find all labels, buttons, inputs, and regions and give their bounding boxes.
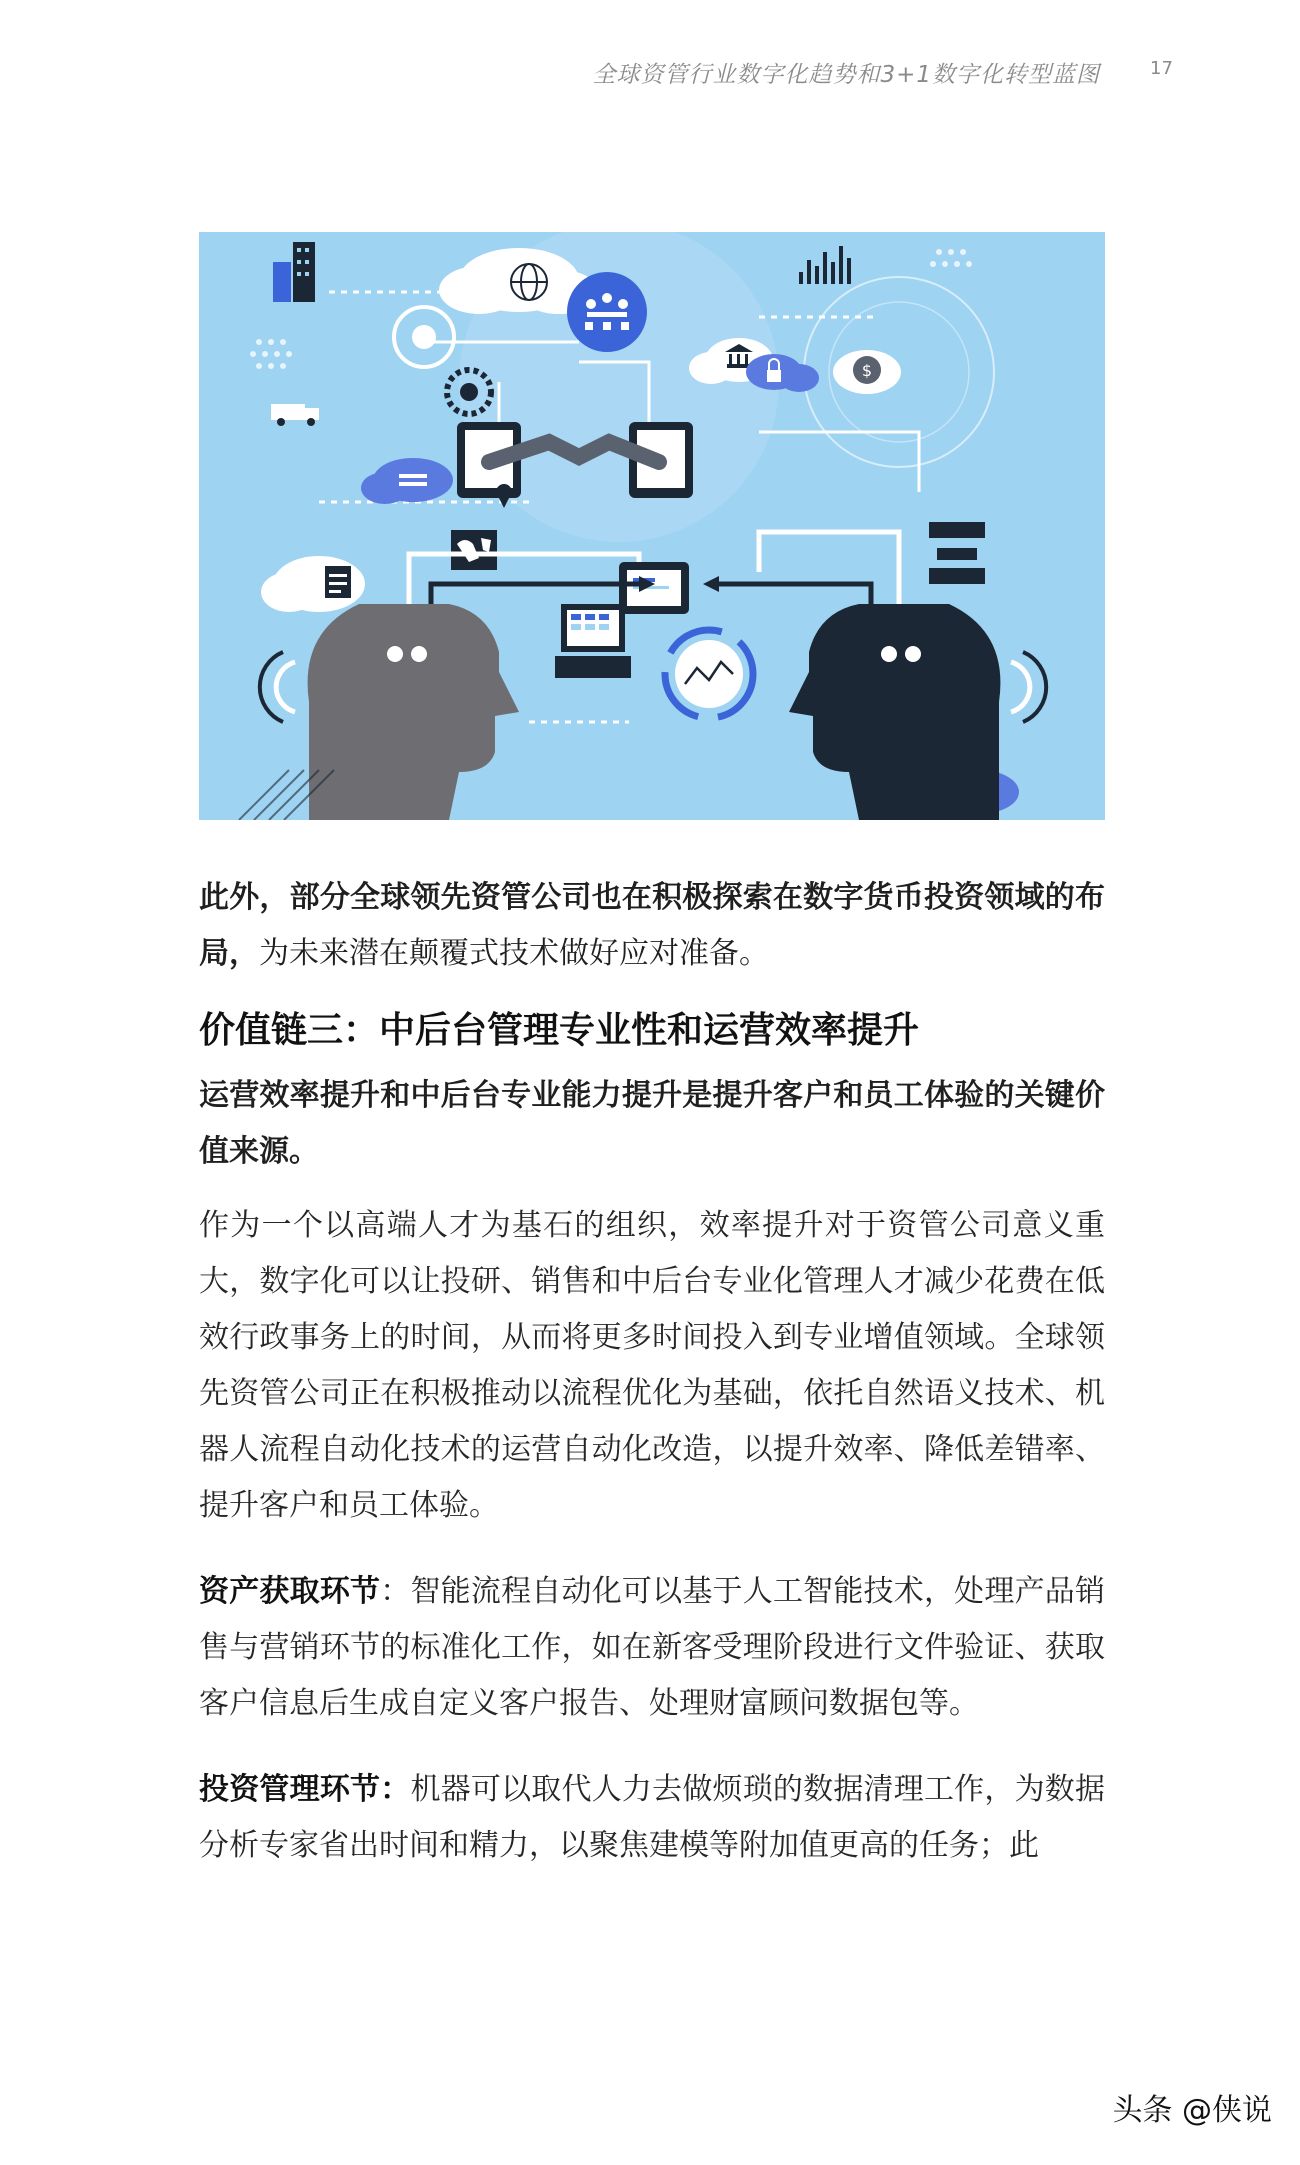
intro-rest-text: 为未来潜在颠覆式技术做好应对准备。	[259, 936, 769, 971]
header-title: 全球资管行业数字化趋势和3+1数字化转型蓝图	[592, 62, 1100, 88]
chart-icon	[665, 630, 753, 718]
asset-acquisition-paragraph	[199, 1564, 1105, 1732]
illustration-digital-transformation	[199, 232, 1105, 820]
investment-management-paragraph	[199, 1762, 1105, 1874]
intro-bold-text: 此外，部分全球领先资管公司也在积极探索在数字货币投资领域的布局，	[199, 880, 1105, 971]
body-paragraph: 作为一个以高端人才为基石的组织，效率提升对于资管公司意义重大，数字化可以让投研、销售和中后台专业化管理人才减少花费在低效行政事务上的时间，从而将更多时间投入到专业增值领域。全球领先资管公司正在积极推动以流程优化为基础，依托自然语义技术、机器人流程自动化技术的运营自动化改造，以提升效率、降低差错率、提升客户和员工体验。	[199, 1208, 1105, 1523]
asset-acquisition-text: ：智能流程自动化可以基于人工智能技术，处理产品销售与营销环节的标准化工作，如在新客受理阶段进行文件验证、获取客户信息后生成自定义客户报告、处理财富顾问数据包等。	[199, 1574, 1106, 1721]
investment-management-label: 投资管理环节：	[199, 1772, 411, 1807]
laptop-icon	[555, 604, 631, 678]
watermark: 头条 @侠说	[1112, 2093, 1272, 2128]
document-icon	[325, 566, 351, 598]
running-header	[0, 56, 1300, 90]
svg-text:$: $	[861, 361, 873, 380]
intro-paragraph	[199, 870, 1105, 982]
people-network-icon	[567, 272, 647, 352]
section-subhead: 运营效率提升和中后台专业能力提升是提升客户和员工体验的关键价值来源。	[199, 1078, 1105, 1169]
asset-acquisition-label: 资产获取环节	[199, 1574, 381, 1609]
tablet-icon	[619, 562, 689, 614]
investment-management-text: 机器可以取代人力去做烦琐的数据清理工作，为数据分析专家省出时间和精力，以聚焦建模等附加值更高的任务；此	[199, 1772, 1106, 1863]
page-number: 17	[1150, 58, 1173, 79]
money-icon	[833, 350, 901, 394]
section-title: 价值链三：中后台管理专业性和运营效率提升	[199, 1009, 920, 1051]
globe-icon	[451, 530, 497, 570]
article-body	[199, 870, 1105, 1904]
